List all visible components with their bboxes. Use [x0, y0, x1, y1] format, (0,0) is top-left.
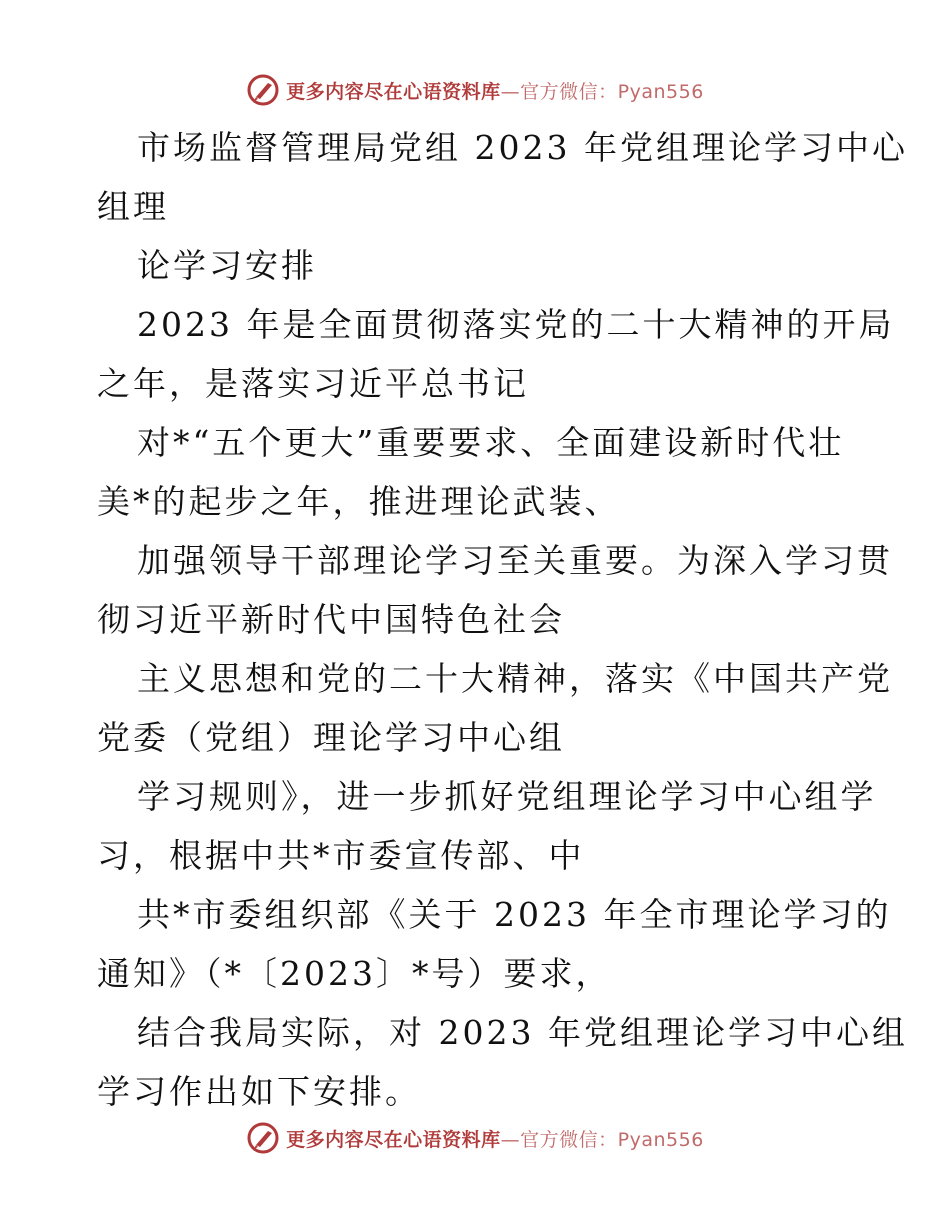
pen-logo-icon — [246, 1121, 280, 1155]
document-line: 美*的起步之年，推进理论武装、 — [97, 482, 621, 521]
document-line: 通知》（*〔2023〕*号）要求， — [97, 954, 612, 993]
document-line: 彻习近平新时代中国特色社会 — [97, 600, 565, 639]
document-line: 结合我局实际，对 2023 年党组理论学习中心组 — [137, 1013, 908, 1052]
document-line: 习，根据中共*市委宣传部、中 — [97, 836, 585, 875]
document-line: 党委（党组）理论学习中心组 — [97, 718, 565, 757]
document-line: 之年，是落实习近平总书记 — [97, 364, 529, 403]
watermark-header — [0, 70, 950, 110]
watermark-footer — [0, 1118, 950, 1158]
watermark-contact: 官方微信：Pyan556 — [520, 80, 704, 103]
document-line: 市场监督管理局党组 2023 年党组理论学习中心 — [137, 128, 908, 167]
document-line: 组理 — [97, 187, 169, 226]
watermark-text — [286, 1125, 704, 1152]
document-line: 加强领导干部理论学习至关重要。为深入学习贯 — [137, 541, 893, 580]
watermark-separator: — — [500, 80, 521, 103]
watermark-brand: 更多内容尽在心语资料库 — [286, 1128, 501, 1151]
document-line: 论学习安排 — [137, 246, 317, 285]
watermark-contact: 官方微信：Pyan556 — [520, 1128, 704, 1151]
watermark-text — [286, 77, 704, 104]
document-line: 2023 年是全面贯彻落实党的二十大精神的开局 — [137, 305, 895, 344]
watermark-brand: 更多内容尽在心语资料库 — [286, 80, 501, 103]
document-line: 学习规则》，进一步抓好党组理论学习中心组学 — [137, 777, 877, 816]
watermark-separator: — — [500, 1128, 521, 1151]
pen-logo-icon — [246, 73, 280, 107]
document-line: 学习作出如下安排。 — [97, 1072, 421, 1111]
document-line: 对*“五个更大”重要要求、全面建设新时代壮 — [137, 423, 845, 462]
document-line: 共*市委组织部《关于 2023 年全市理论学习的 — [137, 895, 892, 934]
document-line: 主义思想和党的二十大精神，落实《中国共产党 — [137, 659, 893, 698]
document-body — [97, 118, 908, 1121]
